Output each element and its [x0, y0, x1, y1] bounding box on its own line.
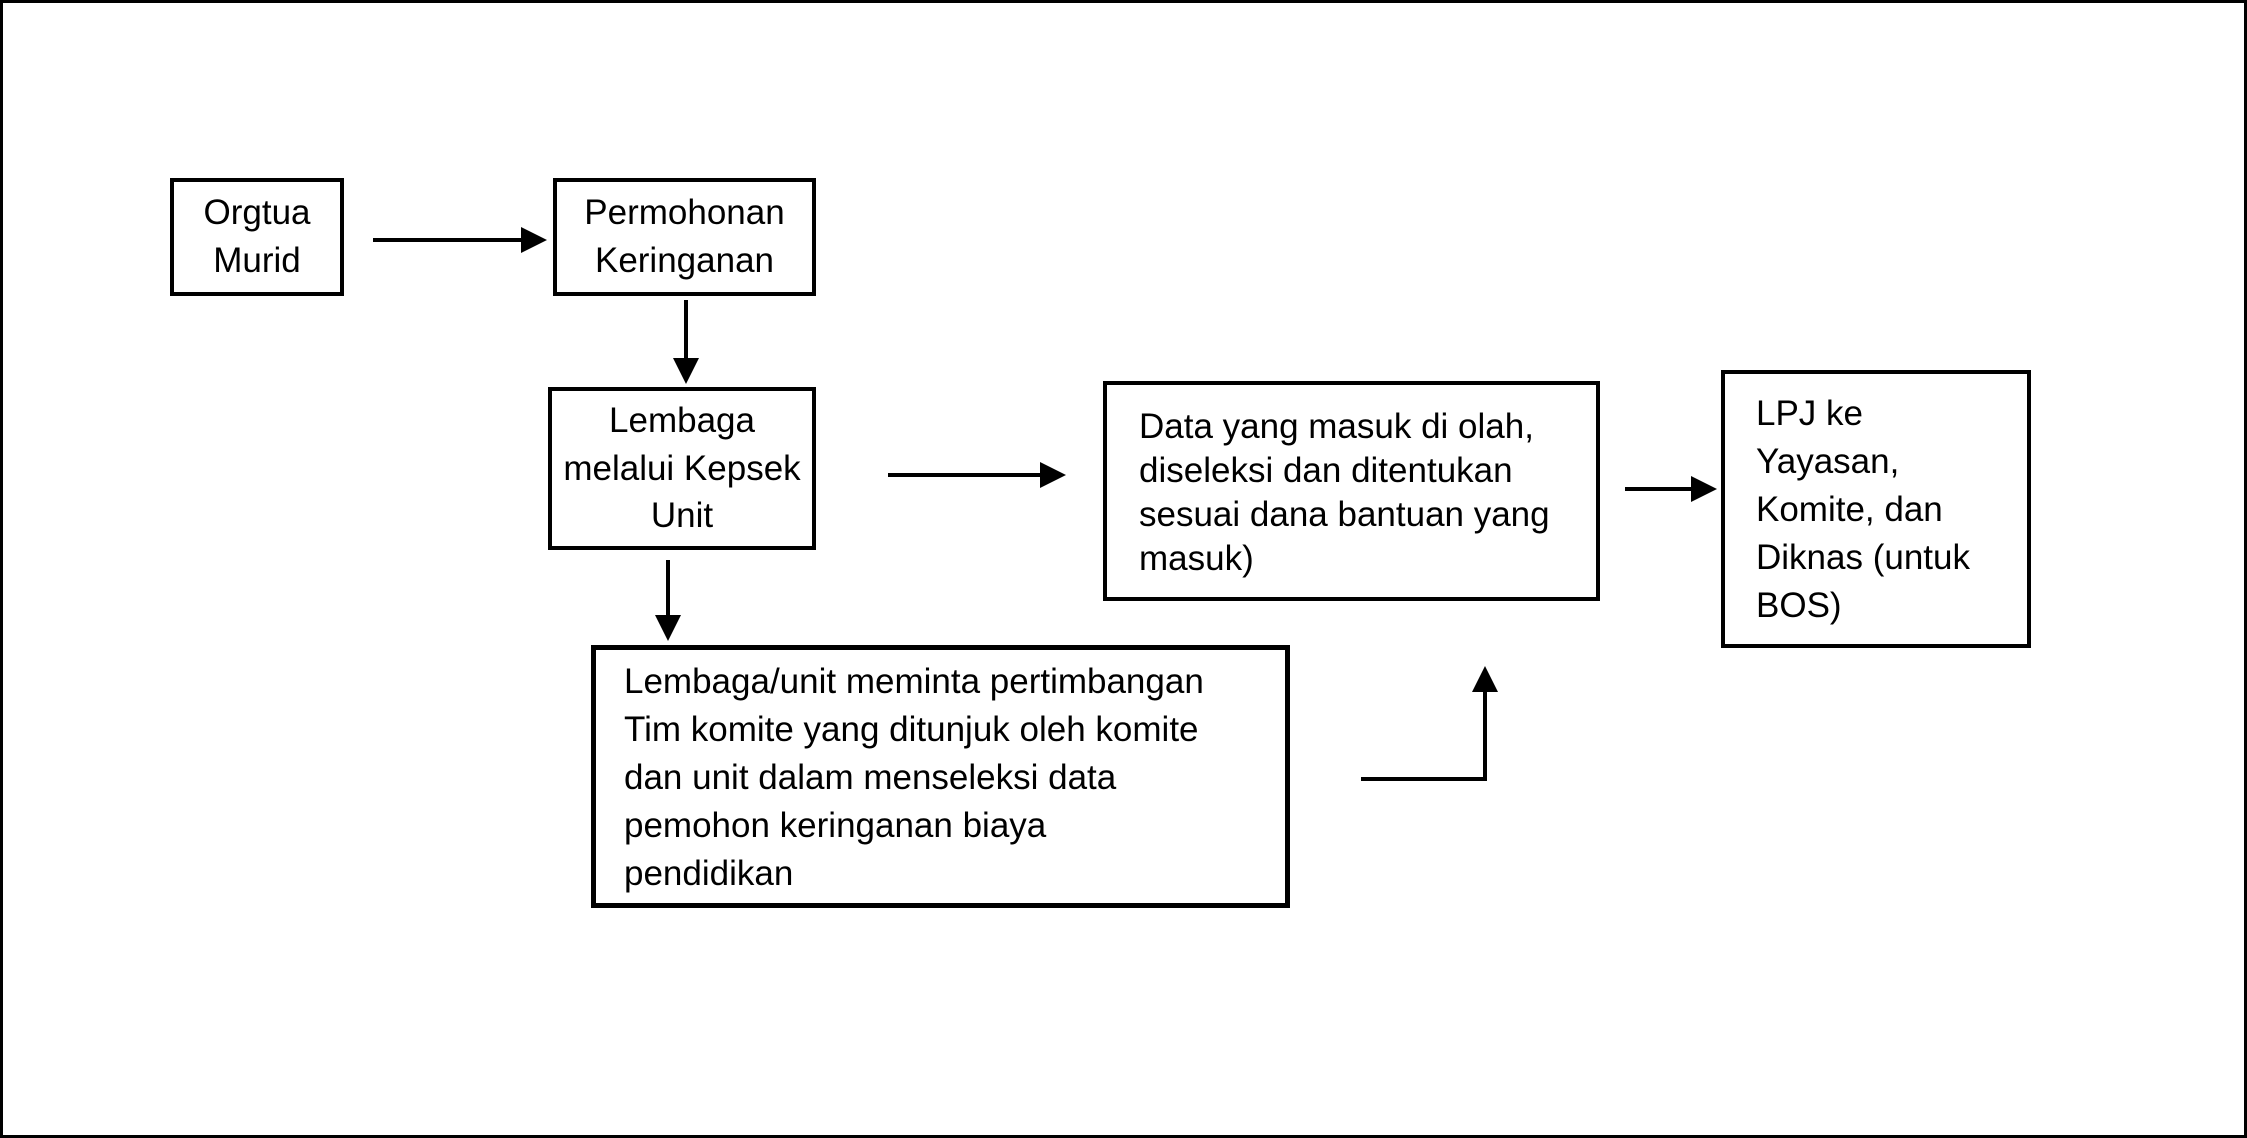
arrow-line: [1483, 691, 1487, 781]
arrow-head: [655, 615, 681, 641]
arrow-line: [684, 300, 688, 358]
node-label-line: Data yang masuk di olah,: [1139, 407, 1534, 446]
node-label-line: Yayasan,: [1756, 442, 1900, 481]
node-label-line: Permohonan: [584, 193, 785, 233]
node-label-line: diseleksi dan ditentukan: [1139, 451, 1513, 490]
arrow-head: [1472, 666, 1498, 692]
node-label-line: Tim komite yang ditunjuk oleh komite: [624, 710, 1199, 749]
node-label-line: LPJ ke: [1756, 394, 1863, 433]
node-permohonan-keringanan: [553, 178, 816, 296]
node-label-line: Keringanan: [594, 241, 775, 280]
node-label-line: Unit: [650, 496, 714, 536]
node-label-line: Lembaga/unit meminta pertimbangan: [624, 662, 1204, 701]
node-label-line: Lembaga: [609, 401, 755, 441]
arrow-line: [888, 473, 1040, 477]
node-lembaga-unit-pertimbangan: [591, 645, 1290, 908]
arrow-line: [373, 238, 521, 242]
arrow-head: [673, 358, 699, 384]
node-label-line: pemohon keringanan biaya: [624, 806, 1047, 845]
arrow-head: [521, 227, 547, 253]
node-lpj-yayasan-komite-diknas: [1721, 370, 2031, 648]
node-label-line: Orgtua: [203, 193, 311, 233]
arrow-line: [1361, 777, 1487, 781]
node-label-line: dan unit dalam menseleksi data: [624, 758, 1117, 797]
arrow-head: [1040, 462, 1066, 488]
node-label-line: pendidikan: [624, 854, 794, 893]
node-label-line: masuk): [1139, 539, 1254, 578]
arrow-head: [1691, 476, 1717, 502]
node-data-diolah: [1103, 381, 1600, 601]
node-label-line: sesuai dana bantuan yang: [1139, 495, 1550, 534]
node-label-line: Komite, dan: [1756, 490, 1943, 529]
node-orgtua-murid: [170, 178, 344, 296]
node-label-line: BOS): [1756, 586, 1842, 625]
node-label-line: Murid: [213, 241, 301, 280]
arrow-line: [1625, 487, 1691, 491]
node-label-line: melalui Kepsek: [563, 448, 801, 488]
node-label-line: Diknas (untuk: [1756, 538, 1970, 577]
arrow-line: [666, 560, 670, 616]
node-lembaga-kepsek-unit: [548, 387, 816, 550]
